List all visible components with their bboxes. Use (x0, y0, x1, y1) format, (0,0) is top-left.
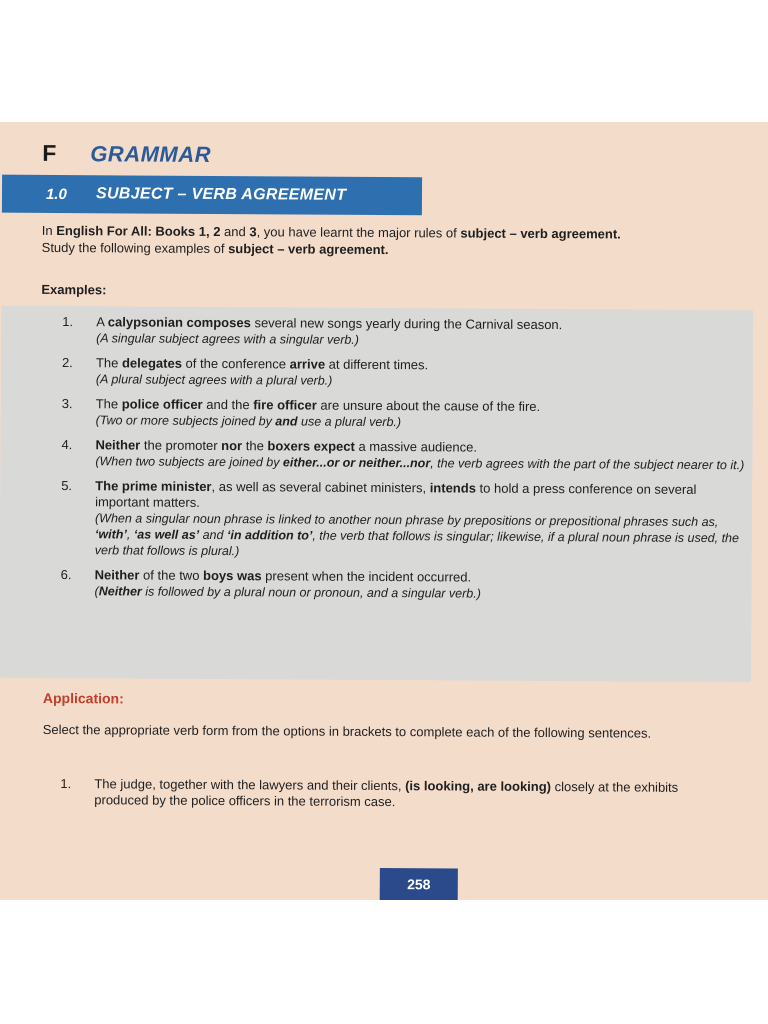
textbook-page (0, 122, 768, 900)
intro-text: In (41, 222, 57, 239)
application-instruction: Select the appropriate verb form from the options in brackets to complete each of the following sentences. (42, 721, 652, 741)
example-item (55, 437, 745, 473)
sentence-emphasis: The prime minister (95, 478, 212, 494)
sentence-text: the (242, 438, 268, 454)
section-title: GRAMMAR (90, 141, 212, 167)
note-text: (When a singular noun phrase is linked to another noun phrase by prepositions or prepositional phrases such as, (94, 511, 719, 530)
example-number: 5. (61, 478, 73, 494)
note-text: is followed by a plural noun or pronoun, and a singular verb.) (141, 584, 481, 601)
note-text: (When two subjects are joined by (95, 454, 283, 470)
sentence-text: A (96, 314, 108, 330)
example-item (56, 396, 746, 432)
example-item (55, 478, 745, 562)
note-emphasis: and (275, 414, 298, 429)
example-note (95, 453, 745, 473)
sentence-text: are unsure about the cause of the fire. (316, 397, 541, 414)
application-number: 1. (60, 776, 72, 792)
intro-book-number: 3 (249, 224, 257, 240)
sentence-text: closely at the exhibits produced by the police officers in the terrorism case. (94, 779, 679, 810)
examples-box (0, 306, 753, 683)
intro-term: subject – verb agreement. (228, 241, 389, 258)
example-number: 6. (60, 567, 72, 583)
sentence-text: present when the incident occurred. (261, 568, 472, 585)
sentence-emphasis: delegates (121, 355, 183, 371)
example-number: 4. (61, 437, 73, 453)
sentence-emphasis: police officer (121, 396, 203, 412)
example-body (95, 437, 745, 473)
examples-label: Examples: (41, 281, 107, 298)
sentence-text: The (95, 396, 122, 412)
sentence-text: at different times. (325, 356, 429, 373)
note-text: and (199, 527, 228, 543)
note-emphasis: ‘as well as’ (133, 527, 200, 542)
sentence-text: and the (202, 396, 254, 413)
sentence-text: to hold a press conference on several important matters. (95, 480, 697, 510)
example-body (96, 314, 746, 350)
example-sentence (95, 478, 745, 514)
example-item (56, 355, 746, 391)
sentence-emphasis: nor (221, 438, 243, 454)
sentence-emphasis: Neither (95, 437, 141, 453)
example-number: 2. (61, 355, 73, 371)
sentence-text: the promoter (140, 437, 222, 454)
application-item (54, 776, 714, 812)
sentence-emphasis: boxers expect (267, 438, 355, 454)
intro-book-title: English For All: Books 1, 2 (56, 223, 221, 240)
intro-text: Study the following examples of (41, 239, 229, 257)
example-item (55, 567, 745, 603)
intro-text: , you have learnt the major rules of (256, 224, 461, 241)
note-text: use a plural verb.) (297, 414, 402, 430)
sentence-text: The judge, together with the lawyers and their clients, (94, 776, 406, 794)
example-body (96, 396, 746, 432)
application-list (54, 776, 714, 821)
sentence-emphasis: intends (429, 480, 477, 496)
subsection-number: 1.0 (45, 185, 67, 203)
sentence-text: several new songs yearly during the Carnival season. (250, 315, 563, 333)
sentence-text: of the conference (181, 355, 290, 372)
sentence-text: of the two (139, 567, 204, 583)
example-note: (A plural subject agrees with a plural verb.) (95, 372, 333, 388)
example-note: (A singular subject agrees with a singular verb.) (96, 331, 360, 347)
intro-line-2 (42, 239, 742, 260)
intro-text: and (220, 224, 250, 240)
example-body (95, 478, 745, 562)
intro-term: subject – verb agreement. (460, 225, 621, 242)
page-content (0, 122, 768, 900)
example-body (95, 567, 745, 603)
sentence-emphasis: boys was (203, 567, 262, 584)
sentence-emphasis: fire officer (253, 397, 317, 413)
note-text: ( (94, 584, 99, 599)
sentence-emphasis: arrive (289, 356, 326, 372)
subsection-banner (2, 175, 422, 216)
note-text: , the verb that follows is singular; likewise, if a plural noun phrase is used, the verb that follows is plural.) (94, 528, 740, 559)
example-note (96, 412, 746, 432)
sentence-text: The (95, 355, 123, 371)
sentence-emphasis: Neither (94, 567, 140, 583)
note-emphasis: ‘in addition to’ (226, 528, 313, 543)
note-text: , the verb agrees with the part of the subject nearer to it.) (430, 456, 745, 473)
note-emphasis: Neither (98, 584, 142, 599)
note-text: (Two or more subjects joined by (95, 413, 276, 429)
example-number: 1. (62, 314, 74, 330)
sentence-emphasis: calypsonian composes (107, 314, 251, 331)
note-emphasis: ‘with’ (94, 527, 127, 542)
application-sentence (94, 776, 714, 812)
examples-list (54, 314, 746, 612)
note-emphasis: either...or or neither...nor (282, 455, 431, 471)
note-text: , (126, 527, 134, 542)
example-note (95, 583, 745, 603)
intro-paragraph (42, 222, 742, 260)
sentence-text: , as well as several cabinet ministers, (211, 478, 430, 496)
section-letter: F (42, 139, 57, 167)
example-item (56, 314, 746, 350)
sentence-text: a massive audience. (354, 438, 478, 455)
page-number: 258 (380, 868, 458, 900)
example-body (96, 355, 746, 391)
verb-options: (is looking, are looking) (405, 778, 552, 795)
example-number: 3. (61, 396, 73, 412)
subsection-title: SUBJECT – VERB AGREEMENT (95, 185, 347, 204)
application-label: Application: (42, 689, 124, 707)
section-heading (42, 140, 211, 168)
example-note (95, 510, 745, 562)
